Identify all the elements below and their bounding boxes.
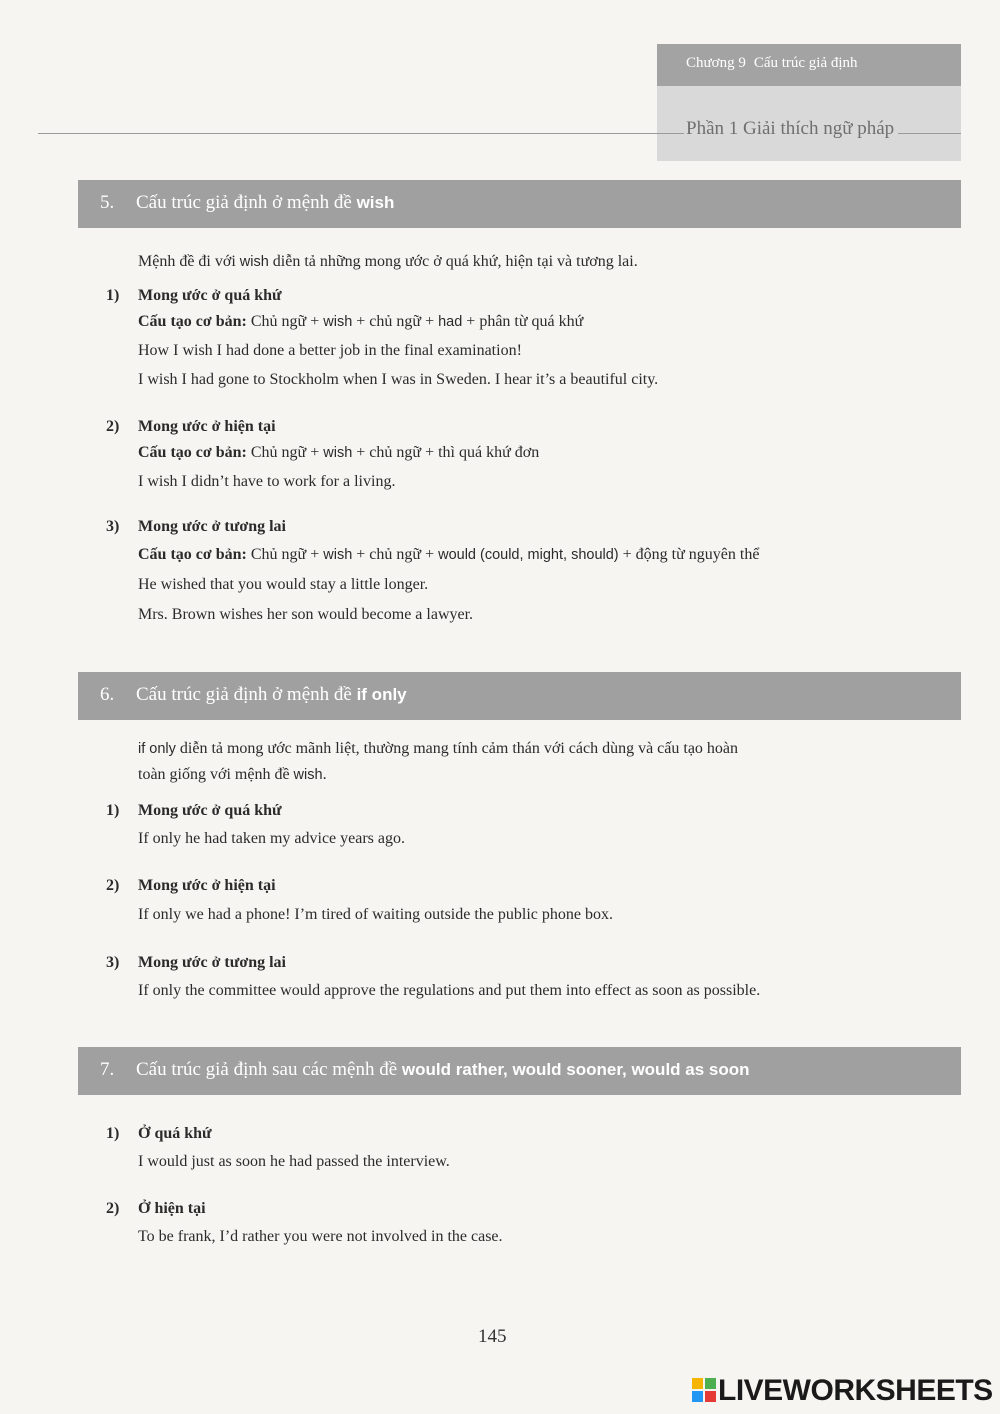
section-keyword: wish [356, 193, 395, 212]
formula-part: wish [323, 314, 353, 330]
section-6-bar [78, 672, 961, 720]
formula-part: + chủ ngữ + [352, 546, 439, 563]
section-keyword: if only [356, 685, 407, 704]
example-sentence: Mrs. Brown wishes her son would become a lawyer. [138, 606, 474, 623]
example-sentence: I wish I didn’t have to work for a living. [138, 473, 396, 490]
item-number: 2) [106, 418, 120, 435]
formula: Cấu tạo cơ bản: Chủ ngữ + wish + chủ ngữ + had + phân từ quá khứ [138, 313, 584, 330]
item-number: 2) [106, 877, 120, 894]
item-number: 1) [106, 1125, 120, 1142]
item-heading: Ở hiện tại [138, 1200, 206, 1217]
formula-part: Chủ ngữ + [250, 444, 324, 461]
chapter-title: Cấu trúc giả định [753, 55, 858, 71]
formula-part: Chủ ngữ + [250, 546, 324, 563]
example-sentence: He wished that you would stay a little longer. [138, 576, 429, 593]
formula: Cấu tạo cơ bản: Chủ ngữ + wish + chủ ngữ + would (could, might, should) + động từ nguyên thể [138, 546, 760, 563]
item-heading: Mong ước ở hiện tại [138, 418, 276, 435]
formula-part: would (could, might, should) [438, 547, 619, 563]
item-heading: Mong ước ở tương lai [138, 518, 286, 535]
chapter-number: Chương 9 [686, 55, 746, 71]
formula-part: wish [323, 445, 353, 461]
section-title: Cấu trúc giả định sau các mệnh đề would rather, would sooner, would as soon [136, 1059, 750, 1080]
liveworksheets-logo-icon [692, 1378, 716, 1402]
item-number: 3) [106, 518, 120, 535]
part-title: Phần 1 Giải thích ngữ pháp [684, 118, 898, 140]
formula: Cấu tạo cơ bản: Chủ ngữ + wish + chủ ngữ + thì quá khứ đơn [138, 444, 540, 461]
item-heading: Mong ước ở hiện tại [138, 877, 276, 894]
item-heading: Mong ước ở quá khứ [138, 802, 282, 819]
formula-part: Chủ ngữ + [250, 313, 324, 330]
section-6-intro-line1: if only diễn tả mong ước mãnh liệt, thường mang tính cảm thán với cách dùng và cấu tạo hoàn [138, 740, 739, 757]
formula-part: + phân từ quá khứ [462, 313, 584, 330]
section-title: Cấu trúc giả định ở mệnh đề if only [136, 684, 407, 705]
example-sentence: To be frank, I’d rather you were not involved in the case. [138, 1228, 503, 1245]
example-sentence: If only he had taken my advice years ago. [138, 830, 406, 847]
formula-part: + chủ ngữ + thì quá khứ đơn [352, 444, 540, 461]
formula-part: had [438, 314, 463, 330]
page-number: 145 [478, 1326, 507, 1347]
section-6-intro-line2: toàn giống với mệnh đề wish. [138, 766, 327, 783]
example-sentence: How I wish I had done a better job in the final examination! [138, 342, 522, 359]
example-sentence: If only we had a phone! I’m tired of waiting outside the public phone box. [138, 906, 613, 923]
item-number: 1) [106, 287, 120, 304]
section-number: 5. [100, 192, 115, 213]
section-title: Cấu trúc giả định ở mệnh đề wish [136, 192, 395, 213]
item-heading: Ở quá khứ [138, 1125, 212, 1142]
section-5-bar [78, 180, 961, 228]
formula-part: wish [323, 547, 353, 563]
logo-text: LIVEWORKSHEETS [718, 1374, 993, 1407]
item-number: 2) [106, 1200, 120, 1217]
example-sentence: If only the committee would approve the regulations and put them into effect as soon as possible. [138, 982, 761, 999]
item-number: 3) [106, 954, 120, 971]
formula-part: + động từ nguyên thể [618, 546, 760, 563]
example-sentence: I would just as soon he had passed the interview. [138, 1153, 450, 1170]
formula-part: + chủ ngữ + [352, 313, 439, 330]
section-number: 6. [100, 684, 115, 705]
item-heading: Mong ước ở tương lai [138, 954, 286, 971]
chapter-label [686, 55, 858, 72]
section-keyword: would rather, would sooner, would as soon [401, 1060, 750, 1079]
item-heading: Mong ước ở quá khứ [138, 287, 282, 304]
section-5-intro: Mệnh đề đi với wish diễn tả những mong ước ở quá khứ, hiện tại và tương lai. [138, 253, 638, 270]
section-7-bar [78, 1047, 961, 1095]
example-sentence: I wish I had gone to Stockholm when I was in Sweden. I hear it’s a beautiful city. [138, 371, 659, 388]
section-number: 7. [100, 1059, 115, 1080]
item-number: 1) [106, 802, 120, 819]
